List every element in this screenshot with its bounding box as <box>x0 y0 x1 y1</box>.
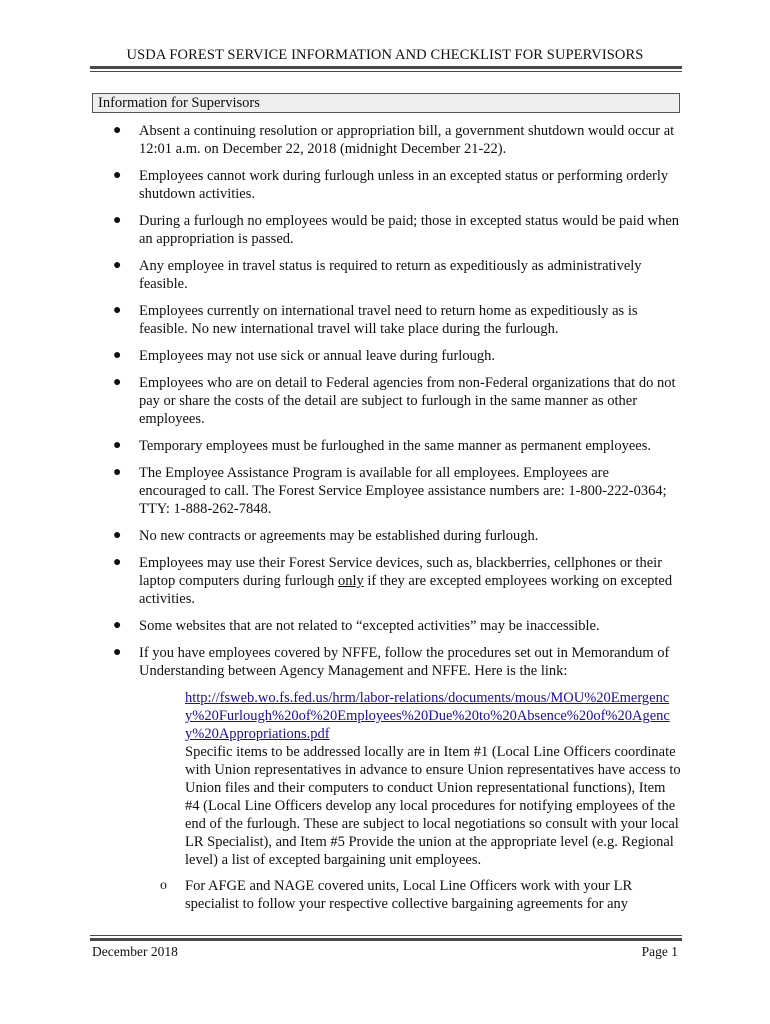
list-item-text: During a furlough no employees would be paid; those in excepted status would be paid when an appropriation is passed. <box>139 213 680 247</box>
list-item <box>0 374 770 428</box>
page-title: USDA FOREST SERVICE INFORMATION AND CHECKLIST FOR SUPERVISORS <box>126 47 644 63</box>
bullet-list <box>0 122 770 922</box>
list-item <box>0 527 770 545</box>
list-item <box>0 302 770 338</box>
list-item-text: Employees cannot work during furlough unless in an excepted status or performing orderly shutdown activities. <box>139 168 669 202</box>
list-item-text: Employees may not use sick or annual leave during furlough. <box>139 348 495 364</box>
list-item-text: Absent a continuing resolution or appropriation bill, a government shutdown would occur at 12:01 a.m. on December 22, 2018 (midnight December 21-22). <box>139 123 675 157</box>
sub-list-item <box>0 877 770 913</box>
bullet-icon: ● <box>113 555 122 570</box>
bullet-icon: ● <box>113 258 122 273</box>
list-item <box>0 122 770 158</box>
afge-subbullet-text: For AFGE and NAGE covered units, Local Line Officers work with your LR specialist to follow your respective collective bargaining agreements for any <box>185 878 633 912</box>
circle-bullet-icon: o <box>160 878 167 893</box>
list-item <box>0 347 770 365</box>
list-item <box>0 464 770 518</box>
bullet-icon: ● <box>113 528 122 543</box>
bullet-icon: ● <box>113 123 122 138</box>
footer-date: December 2018 <box>92 944 178 959</box>
bullet-icon: ● <box>113 465 122 480</box>
list-item-websites <box>0 617 770 635</box>
list-item <box>0 257 770 293</box>
list-item-devices <box>0 554 770 608</box>
list-item-text <box>139 554 679 608</box>
devices-text-after: if they are excepted employees working on excepted activities. <box>139 573 673 607</box>
bullet-icon: ● <box>113 303 122 318</box>
nffe-details-text: Specific items to be addressed locally are in Item #1 (Local Line Officers coordinate with Union representatives in advance to ensure Union representatives have access to Union files and their computers to conduct Union representational functions), Item #4 (Local Line Officers develop any local procedures for notifying employees of the end of the furlough. These are subject to local negotiations so consult with your local LR Specialist), and Item #5 Provide the union at the appropriate level (e.g. Regional level) a list of excepted bargaining unit employees. <box>185 744 681 868</box>
list-item-text: If you have employees covered by NFFE, follow the procedures set out in Memorandum of Understanding between Agency Management and NFFE. Here is the link: <box>139 645 670 679</box>
footer-page-number: Page 1 <box>641 944 678 959</box>
list-item <box>0 437 770 455</box>
list-item-text: Employees currently on international travel need to return home as expeditiously as is feasible. No new international travel will take place during the furlough. <box>139 303 638 337</box>
header-rule-thin <box>90 71 682 72</box>
footer-rule-thick <box>90 938 682 941</box>
devices-text-before: Employees may use their Forest Service devices, such as, blackberries, cellphones or their laptop computers during furlough <box>139 555 663 589</box>
bullet-icon: ● <box>113 645 122 660</box>
header-rule-thick <box>90 66 682 69</box>
list-item-nffe <box>0 644 770 913</box>
bullet-icon: ● <box>113 168 122 183</box>
section-title: Information for Supervisors <box>98 95 260 111</box>
list-item <box>0 212 770 248</box>
bullet-icon: ● <box>113 348 122 363</box>
list-item-text: The Employee Assistance Program is available for all employees. Employees are encouraged to call. The Forest Service Employee assistance numbers are: 1-800-222-0364; TTY: 1-888-262-7848. <box>139 465 667 517</box>
bullet-icon: ● <box>113 618 122 633</box>
list-item-text: Employees who are on detail to Federal agencies from non-Federal organizations that do not pay or share the costs of the detail are subject to furlough in the same manner as other employees. <box>139 375 676 427</box>
nffe-link-block <box>185 689 683 869</box>
list-item-text: No new contracts or agreements may be established during furlough. <box>139 528 539 544</box>
bullet-icon: ● <box>113 438 122 453</box>
list-item <box>0 167 770 203</box>
devices-text-underlined: only <box>337 573 364 589</box>
list-item-text: Some websites that are not related to “excepted activities” may be inaccessible. <box>139 618 600 634</box>
list-item-text: Temporary employees must be furloughed in the same manner as permanent employees. <box>139 438 651 454</box>
list-item-text: Any employee in travel status is required to return as expeditiously as administratively feasible. <box>139 258 642 292</box>
footer-rule-thin <box>90 935 682 936</box>
bullet-icon: ● <box>113 375 122 390</box>
bullet-icon: ● <box>113 213 122 228</box>
nffe-mou-link[interactable]: http://fsweb.wo.fs.fed.us/hrm/labor-relations/documents/mous/MOU%20Emergency%20Furlough%20of%20Employees%20Due%20to%20Absence%20of%20Agency%20Appropriations.pdf <box>185 690 670 742</box>
section-header-box <box>92 93 680 113</box>
